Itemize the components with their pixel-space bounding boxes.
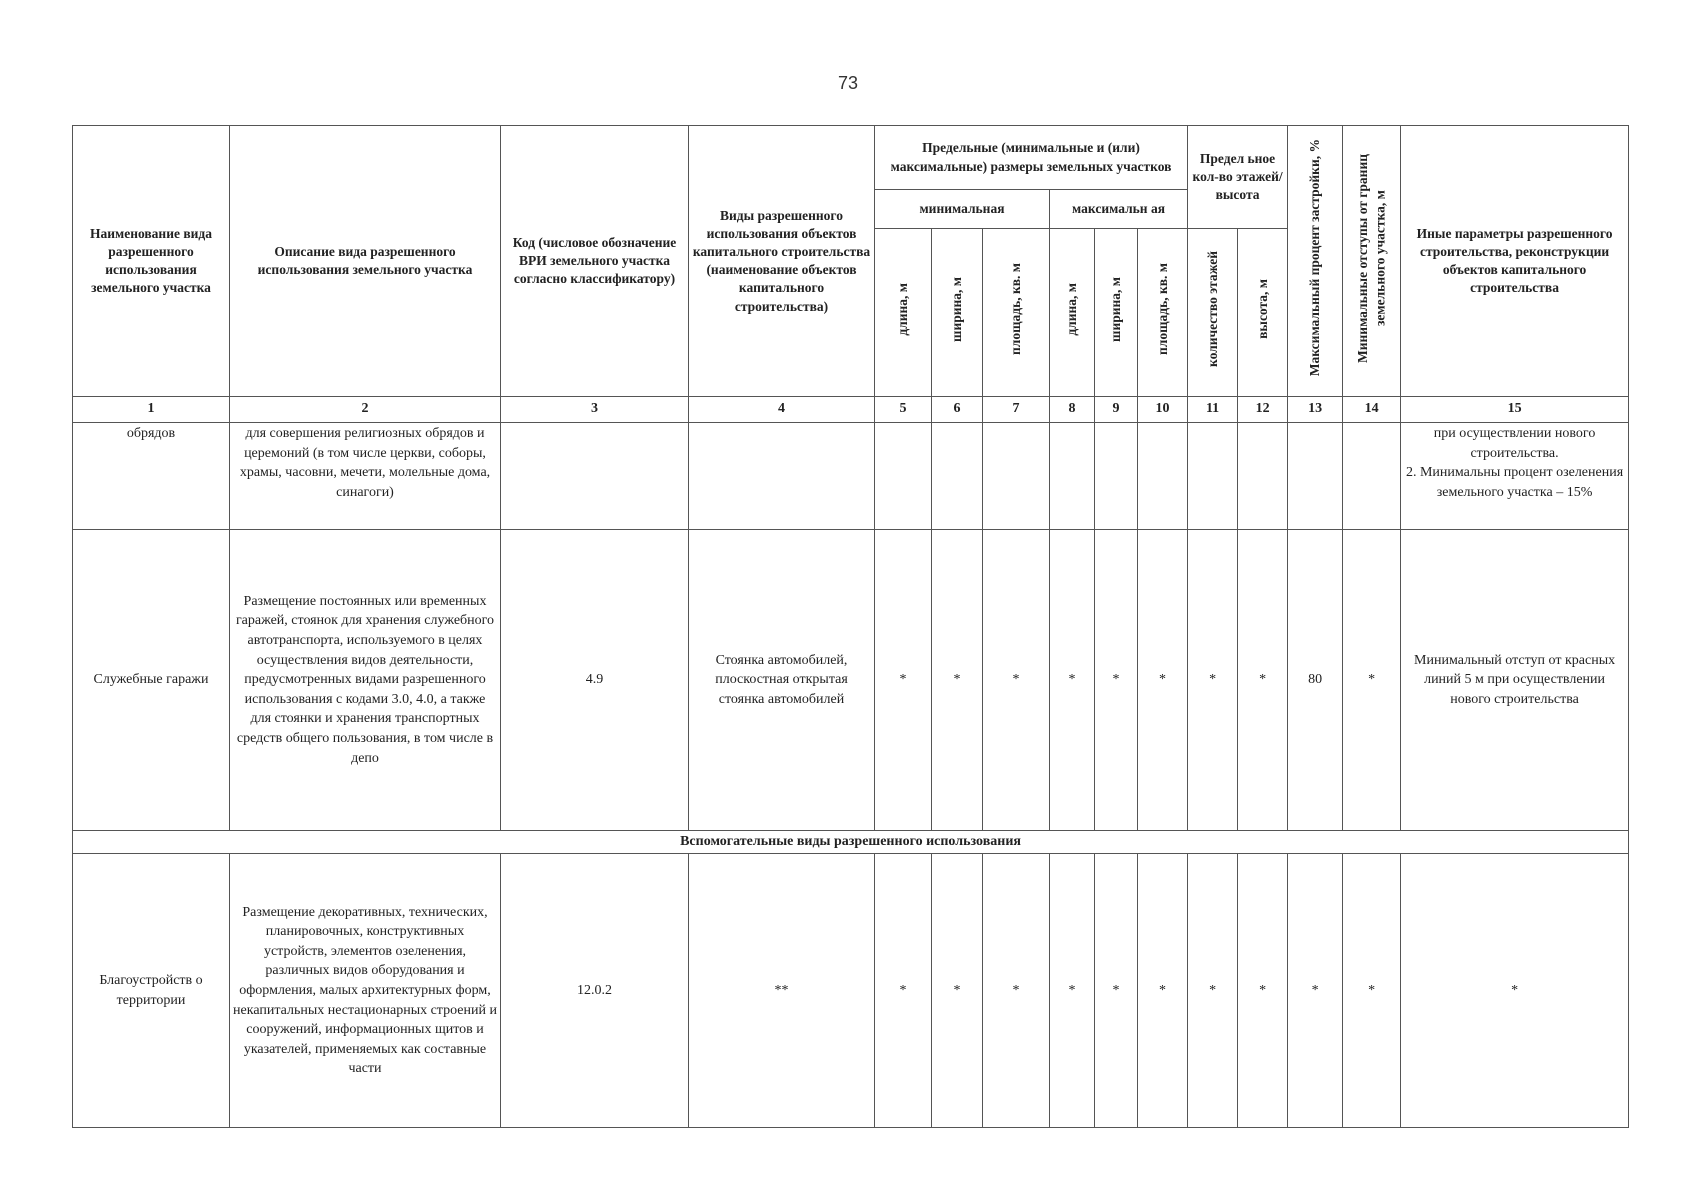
- table-row: [73, 422, 1629, 529]
- column-number: 5: [875, 397, 932, 423]
- row-name: Служебные гаражи: [73, 530, 230, 831]
- row-objects: **: [689, 854, 875, 1128]
- column-number: 9: [1095, 397, 1138, 423]
- row-value: [932, 422, 983, 529]
- row-objects: [689, 422, 875, 529]
- header-description: Описание вида разрешенного использования земельного участка: [230, 126, 501, 397]
- header-length-min: длина, м: [875, 229, 932, 397]
- column-number: 3: [501, 397, 689, 423]
- row-description: Размещение декоративных, технических, планировочных, конструктивных устройств, элементов озеленения, различных видов оборудования и оформления, малых архитектурных форм, некапитальных нестационарных строений и сооружений, информационных щитов и указателей, применяемых как составные части: [230, 854, 501, 1128]
- header-minimum: минимальная: [875, 190, 1050, 229]
- header-objects: Виды разрешенного использования объектов капитального строительства (наименование объектов капитального строительства): [689, 126, 875, 397]
- row-value: [1188, 422, 1238, 529]
- row-value: *: [932, 530, 983, 831]
- row-value: *: [1288, 854, 1343, 1128]
- row-code: 4.9: [501, 530, 689, 831]
- column-number: 2: [230, 397, 501, 423]
- row-value: *: [1138, 854, 1188, 1128]
- row-value: *: [1343, 854, 1401, 1128]
- row-value: *: [1095, 854, 1138, 1128]
- table-row: [73, 854, 1629, 1128]
- header-code: Код (числовое обозначение ВРИ земельного участка согласно классификатору): [501, 126, 689, 397]
- row-value: *: [1343, 530, 1401, 831]
- row-name: обрядов: [73, 422, 230, 529]
- row-value: *: [1238, 854, 1288, 1128]
- column-number: 11: [1188, 397, 1238, 423]
- row-value: *: [875, 854, 932, 1128]
- column-number: 10: [1138, 397, 1188, 423]
- header-maximum: максимальн ая: [1050, 190, 1188, 229]
- column-number: 12: [1238, 397, 1288, 423]
- row-value: *: [1095, 530, 1138, 831]
- row-other-params: при осуществлении нового строительства. 2. Минимальны процент озеленения земельного участка – 15%: [1401, 422, 1629, 529]
- row-value: *: [1138, 530, 1188, 831]
- column-number: 6: [932, 397, 983, 423]
- row-value: [1050, 422, 1095, 529]
- column-number: 1: [73, 397, 230, 423]
- row-value: *: [1188, 530, 1238, 831]
- header-height: высота, м: [1238, 229, 1288, 397]
- header-floor-count: количество этажей: [1188, 229, 1238, 397]
- row-value: [875, 422, 932, 529]
- row-objects: Стоянка автомобилей, плоскостная открытая стоянка автомобилей: [689, 530, 875, 831]
- header-max-coverage: Максимальный процент застройки, %: [1288, 126, 1343, 397]
- column-number: 14: [1343, 397, 1401, 423]
- column-number: 15: [1401, 397, 1629, 423]
- row-value: 80: [1288, 530, 1343, 831]
- row-value: *: [983, 854, 1050, 1128]
- header-width-max: ширина, м: [1095, 229, 1138, 397]
- row-value: *: [1050, 854, 1095, 1128]
- page-number: 73: [837, 73, 859, 93]
- row-value: [1343, 422, 1401, 529]
- row-other-params: Минимальный отступ от красных линий 5 м при осуществлении нового строительства: [1401, 530, 1629, 831]
- column-number: 8: [1050, 397, 1095, 423]
- row-value: *: [1050, 530, 1095, 831]
- row-value: *: [983, 530, 1050, 831]
- row-value: [1238, 422, 1288, 529]
- header-area-min: площадь, кв. м: [983, 229, 1050, 397]
- header-floors-group: Предел ьное кол-во этажей/ высота: [1188, 126, 1288, 229]
- row-name: Благоустройств о территории: [73, 854, 230, 1128]
- column-number: 13: [1288, 397, 1343, 423]
- row-code: 12.0.2: [501, 854, 689, 1128]
- row-value: *: [1238, 530, 1288, 831]
- header-width-min: ширина, м: [932, 229, 983, 397]
- column-number: 7: [983, 397, 1050, 423]
- header-other-params: Иные параметры разрешенного строительства, реконструкции объектов капитального строительства: [1401, 126, 1629, 397]
- row-description: для совершения религиозных обрядов и церемоний (в том числе церкви, соборы, храмы, часовни, мечети, молельные дома, синагоги): [230, 422, 501, 529]
- header-name: Наименование вида разрешенного использования земельного участка: [73, 126, 230, 397]
- section-row: [73, 831, 1629, 854]
- row-value: *: [1188, 854, 1238, 1128]
- header-area-max: площадь, кв. м: [1138, 229, 1188, 397]
- row-value: *: [932, 854, 983, 1128]
- land-use-table: [72, 125, 1629, 1128]
- row-code: [501, 422, 689, 529]
- row-value: *: [875, 530, 932, 831]
- row-value: [1288, 422, 1343, 529]
- row-value: [1095, 422, 1138, 529]
- row-value: [1138, 422, 1188, 529]
- column-number: 4: [689, 397, 875, 423]
- row-description: Размещение постоянных или временных гаражей, стоянок для хранения служебного автотранспорта, используемого в целях осуществления видов деятельности, предусмотренных видами разрешенного использования с кодами 3.0, 4.0, а также для стоянки и хранения транспортных средств общего пользования, в том числе в депо: [230, 530, 501, 831]
- table-row: [73, 530, 1629, 831]
- header-length-max: длина, м: [1050, 229, 1095, 397]
- column-numbers-row: [73, 397, 1629, 423]
- header-plot-sizes: Предельные (минимальные и (или) максимальные) размеры земельных участков: [875, 126, 1188, 190]
- row-other-params: *: [1401, 854, 1629, 1128]
- row-value: [983, 422, 1050, 529]
- section-title: Вспомогательные виды разрешенного использования: [73, 831, 1629, 854]
- header-min-setback: Минимальные отступы от границ земельного участка, м: [1343, 126, 1401, 397]
